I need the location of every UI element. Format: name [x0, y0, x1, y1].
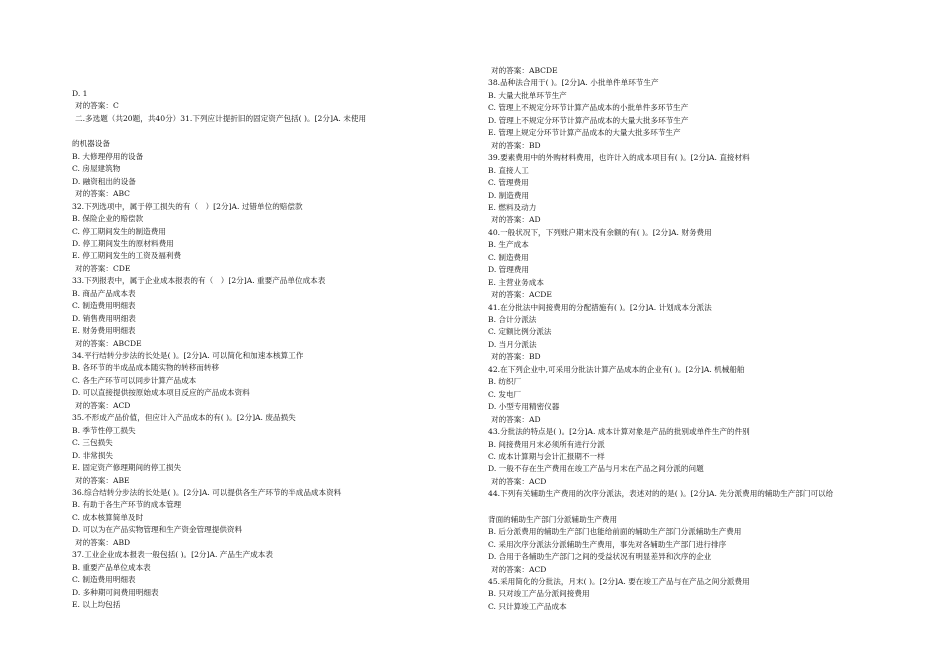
text-line: E. 停工期间发生的工资及福利费	[72, 251, 182, 261]
text-line: C. 三包损失	[72, 438, 113, 448]
text-line: 背面的辅助生产部门分派辅助生产费用	[488, 514, 618, 524]
text-line: E. 管理上规定分环节计算产品成本的大量大批多环节生产	[488, 128, 681, 138]
answer-line: 对的答案：BD	[491, 352, 541, 362]
text-line: 40.一般状况下，下列账户期末没有余额的有( )。[2分]A. 财务费用	[488, 227, 712, 237]
text-line: 的机器设备	[72, 139, 110, 149]
text-line: D. 销售费用明细表	[72, 313, 136, 323]
answer-line: 对的答案：ACD	[491, 564, 547, 574]
answer-line: 对的答案：CDE	[75, 263, 131, 273]
text-line: 35.不形成产品价值，但应计入产品成本的有( )。[2分]A. 废品损失	[72, 413, 296, 423]
text-line: C. 制造费用明细表	[72, 301, 136, 311]
text-line: D. 管理费用	[488, 265, 530, 275]
text-line: B. 直接人工	[488, 165, 529, 175]
text-line: B. 商品产品成本表	[72, 288, 136, 298]
answer-line: 对的答案：ABE	[75, 475, 130, 485]
text-line: 33.下列报表中，属于企业成本报表的有（ ）[2分]A. 重要产品单位成本表	[72, 276, 326, 286]
text-line: E. 财务费用明细表	[72, 326, 136, 336]
text-line: 32.下列选项中，属于停工损失的有（ ）[2分]A. 过错单位的赔偿款	[72, 201, 303, 211]
text-line: C. 发电厂	[488, 389, 522, 399]
text-line: C. 成本计算期与会计汇报期不一样	[488, 451, 605, 461]
answer-line: 对的答案：ABCDE	[491, 66, 558, 75]
text-line: 45.采用简化的分批法，月末( )。[2分]A. 要在竣工产品与在产品之间分派费用	[488, 577, 750, 586]
text-line: 34.平行结转分步法的长处是( )。[2分]A. 可以简化和加速本核算工作	[72, 351, 304, 360]
text-line: 41.在分批法中间接费用的分配措施有( )。[2分]A. 计划成本分派法	[488, 302, 712, 312]
answer-line: 对的答案：AD	[491, 215, 541, 225]
text-line: C. 管理费用	[488, 178, 529, 188]
text-line: B. 重要产品单位成本表	[72, 562, 151, 572]
text-line: 36.综合结转分步法的长处是( )。[2分]A. 可以提供各生产环节的半成品成本资料	[72, 487, 342, 497]
text-line: B. 后分派费用的辅助生产部门也能给前面的辅助生产部门分派辅助生产费用	[488, 527, 742, 537]
text-line: 二.多选题（共20题，共40分）31.下列应计提折旧的固定资产包括( )。[2分]A. 未使用	[75, 113, 367, 123]
text-line: 43.分批法的特点是( )。[2分]A. 成本计算对象是产品的批别或单件生产的件别	[488, 427, 750, 437]
text-line: C. 采用次序分派法分派辅助生产费用，事先对各辅助生产部门进行排序	[488, 539, 727, 549]
text-line: D. 制造费用	[488, 190, 530, 200]
text-line: C. 各生产环节可以同步计算产品成本	[72, 375, 197, 385]
text-line: C. 制造费用	[488, 252, 529, 262]
text-line: D. 可以直接提供按原始成本项目反应的产品成本资料	[72, 388, 250, 398]
text-line: B. 间接费用月末必须所有进行分派	[488, 439, 605, 449]
text-line: D. 1	[72, 89, 88, 98]
text-line: E. 主营业务成本	[488, 277, 544, 287]
text-line: B. 生产成本	[488, 240, 529, 250]
text-line: B. 保险企业的赔偿款	[72, 214, 144, 224]
text-line: D. 小型专用精密仪器	[488, 402, 560, 412]
text-line: D. 合用于各辅助生产部门之间的受益状况有明显差异和次序的企业	[488, 552, 712, 562]
text-line: 39.要素费用中的外购材料费用，也许计入的成本项目有( )。[2分]A. 直接材料	[488, 153, 750, 163]
answer-line: 对的答案：ACDE	[491, 290, 552, 300]
text-line: 38.品种法合用于( )。[2分]A. 小批单件单环节生产	[488, 78, 659, 88]
text-line: E. 以上均包括	[72, 600, 121, 609]
text-line: D. 停工期间发生的原材料费用	[72, 238, 174, 248]
text-line: D. 一般不存在生产费用在竣工产品与月末在产品之间分派的问题	[488, 464, 704, 474]
text-line: C. 房屋建筑物	[72, 164, 121, 174]
text-line: B. 合计分派法	[488, 315, 537, 324]
text-line: B. 大修理停用的设备	[72, 151, 144, 161]
text-line: C. 停工期间发生的制造费用	[72, 226, 166, 236]
text-line: B. 只对竣工产品分派间接费用	[488, 589, 590, 599]
text-line: D. 可以为在产品实物管理和生产资金管理提供资料	[72, 525, 243, 535]
text-line: C. 成本核算简单及时	[72, 512, 144, 522]
text-line: E. 燃料及动力	[488, 202, 537, 212]
answer-line: 对的答案：ABC	[75, 189, 130, 199]
text-line: E. 固定资产修理期间的停工损失	[72, 463, 182, 473]
answer-line: 对的答案：BD	[491, 140, 541, 150]
text-line: D. 融资租出的设备	[72, 176, 136, 186]
text-line: C. 制造费用明细表	[72, 575, 136, 585]
text-line: C. 只计算竣工产品成本	[488, 601, 567, 611]
answer-line: 对的答案：ABCDE	[75, 338, 142, 348]
text-line: 42.在下列企业中,可采用分批法计算产品成本的企业有( )。[2分]A. 机械船舶	[488, 364, 745, 374]
text-line: C. 定额比例分派法	[488, 327, 552, 337]
answer-line: 对的答案：ABD	[75, 537, 131, 547]
text-line: C. 管理上不规定分环节计算产品成本的小批单件多环节生产	[488, 103, 689, 113]
text-line: D. 当月分派法	[488, 339, 537, 349]
text-line: B. 纺织厂	[488, 377, 522, 387]
answer-line: 对的答案：AD	[491, 414, 541, 424]
text-line: B. 大量大批单环节生产	[488, 90, 567, 100]
text-line: B. 有助于各生产环节的成本管理	[72, 500, 182, 510]
text-line: 44.下列有关辅助生产费用的次序分派法，表述对的的是( )。[2分]A. 先分派费用的辅助生产部门可以给	[488, 489, 834, 499]
text-line: D. 多种期可间费用明细表	[72, 587, 159, 597]
text-line: D. 非常损失	[72, 450, 114, 460]
answer-line: 对的答案：ACD	[75, 400, 131, 410]
text-line: 37.工业企业成本报表一般包括( )。[2分]A. 产品生产成本表	[72, 550, 273, 560]
text-line: B. 季节性停工损失	[72, 425, 136, 435]
text-line: B. 各环节的半成品成本随实物的转移而转移	[72, 363, 220, 373]
answer-line: 对的答案：ACD	[491, 476, 547, 486]
answer-line: 对的答案：C	[75, 101, 119, 111]
text-line: D. 管理上不规定分环节计算产品成本的大量大批多环节生产	[488, 115, 689, 125]
